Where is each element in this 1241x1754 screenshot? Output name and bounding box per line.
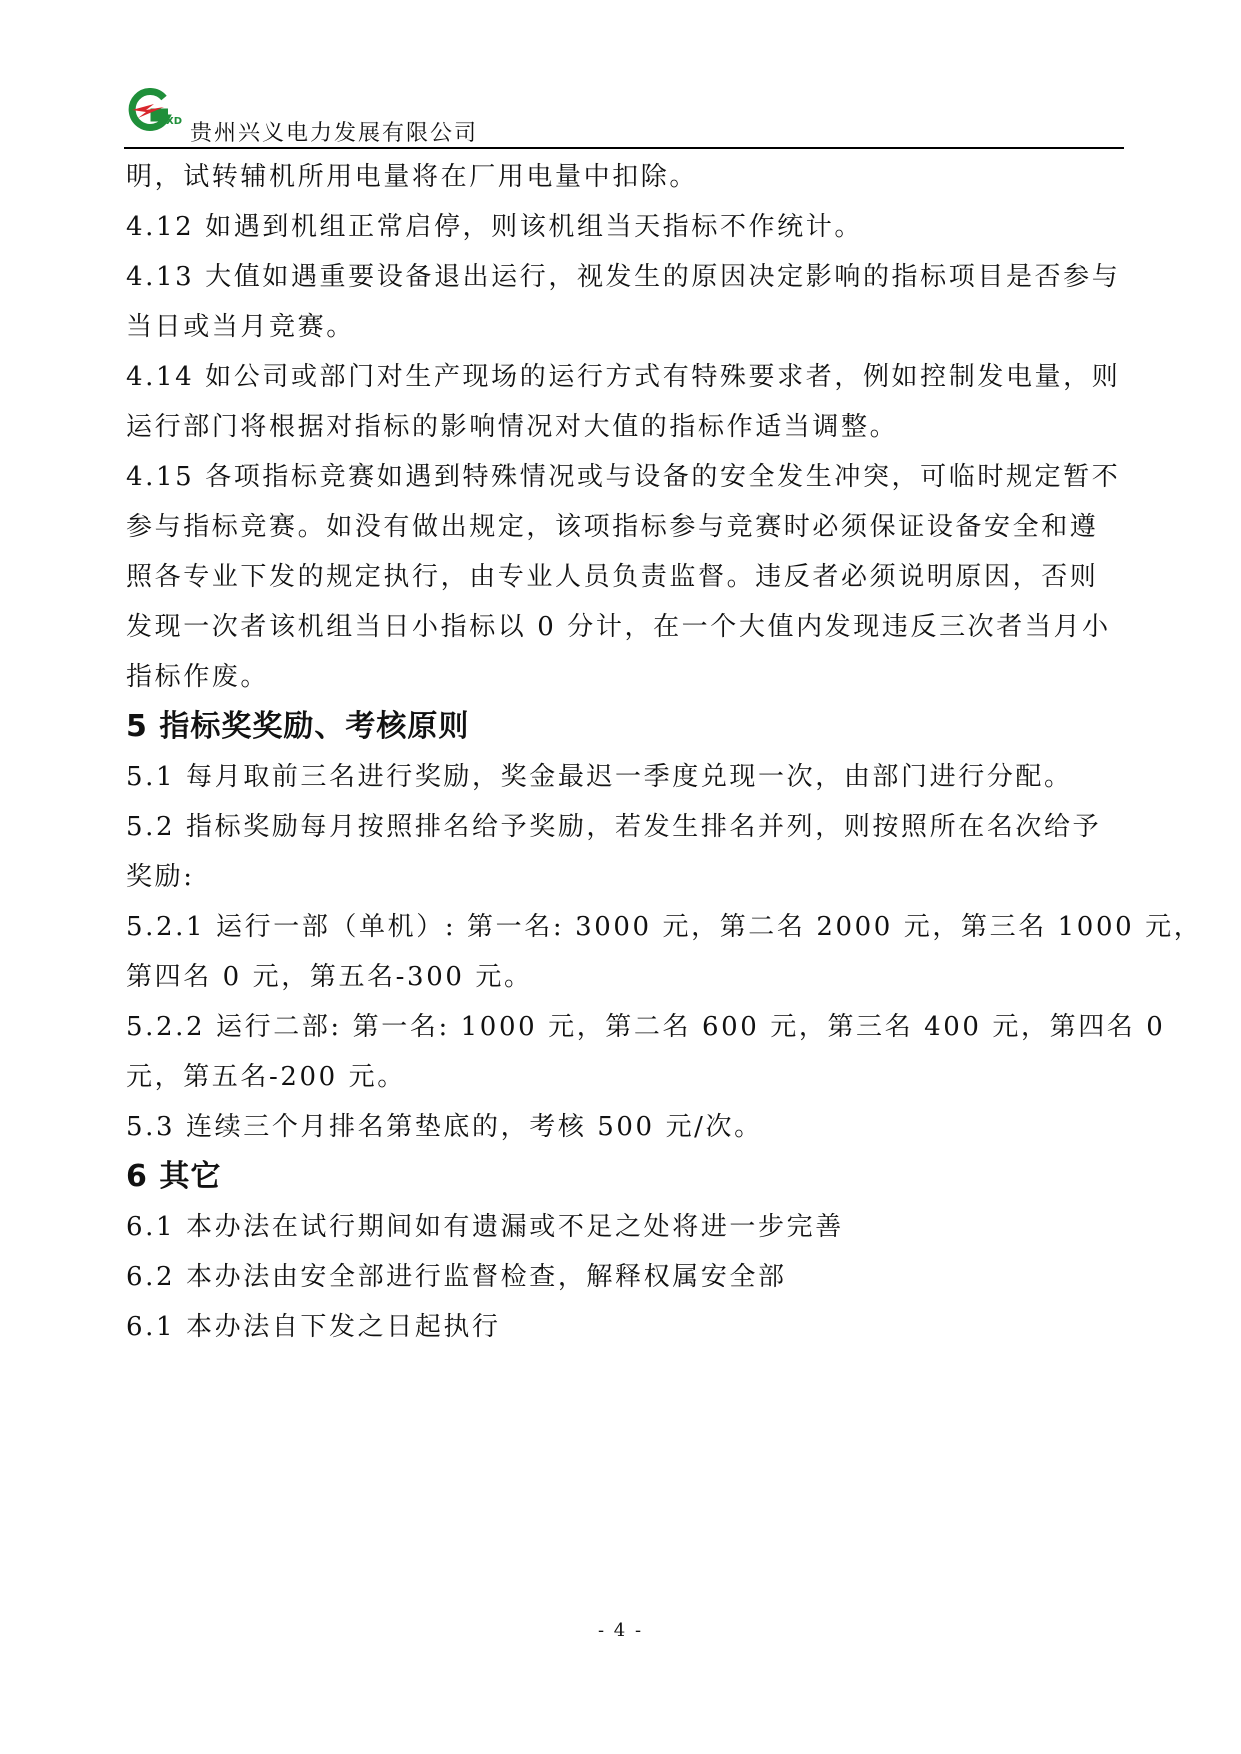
paragraph-line: 奖励:: [126, 862, 195, 892]
paragraph-line: 4.13 大值如遇重要设备退出运行，视发生的原因决定影响的指标项目是否参与: [126, 262, 1121, 292]
paragraph-line: 元，第五名-200 元。: [126, 1062, 406, 1092]
svg-text:XD: XD: [166, 116, 183, 127]
page-number: - 4 -: [597, 1620, 644, 1641]
paragraph-line: 运行部门将根据对指标的影响情况对大值的指标作适当调整。: [126, 412, 899, 442]
paragraph-line: 第四名 0 元，第五名-300 元。: [126, 962, 533, 992]
paragraph-line: 4.14 如公司或部门对生产现场的运行方式有特殊要求者，例如控制发电量，则: [126, 362, 1121, 392]
paragraph-line: 6.1 本办法自下发之日起执行: [126, 1312, 501, 1342]
document-body: [126, 152, 1203, 1352]
section-heading: 6 其它: [126, 1159, 222, 1194]
paragraph-line: 5.1 每月取前三名进行奖励，奖金最迟一季度兑现一次，由部门进行分配。: [126, 762, 1073, 792]
paragraph-line: 5.2 指标奖励每月按照排名给予奖励，若发生排名并列，则按照所在名次给予: [126, 812, 1102, 842]
page-header: [124, 88, 1124, 150]
paragraph-line: 发现一次者该机组当日小指标以 0 分计，在一个大值内发现违反三次者当月小: [126, 612, 1111, 642]
paragraph-line: 参与指标竞赛。如没有做出规定，该项指标参与竞赛时必须保证设备安全和遵: [126, 512, 1099, 542]
company-logo-icon: [124, 88, 184, 136]
paragraph-line: 当日或当月竞赛。: [126, 312, 355, 342]
paragraph-line: 5.2.1 运行一部（单机）: 第一名: 3000 元，第二名 2000 元，第三名 1000 元，: [126, 912, 1203, 942]
section-heading: 5 指标奖奖励、考核原则: [126, 709, 470, 744]
paragraph-line: 6.1 本办法在试行期间如有遗漏或不足之处将进一步完善: [126, 1212, 844, 1242]
company-name: 贵州兴义电力发展有限公司: [190, 121, 479, 146]
paragraph-line: 6.2 本办法由安全部进行监督检查，解释权属安全部: [126, 1262, 787, 1292]
paragraph-line: 指标作废。: [126, 662, 270, 692]
paragraph-line: 5.3 连续三个月排名第垫底的，考核 500 元/次。: [126, 1112, 763, 1142]
paragraph-line: 5.2.2 运行二部: 第一名: 1000 元，第二名 600 元，第三名 400 元，第四名 0: [126, 1012, 1166, 1042]
header-divider: [124, 147, 1124, 149]
paragraph-line: 4.15 各项指标竞赛如遇到特殊情况或与设备的安全发生冲突，可临时规定暂不: [126, 462, 1121, 492]
paragraph-line: 明，试转辅机所用电量将在厂用电量中扣除。: [126, 162, 699, 192]
paragraph-line: 照各专业下发的规定执行，由专业人员负责监督。违反者必须说明原因，否则: [126, 562, 1099, 592]
paragraph-line: 4.12 如遇到机组正常启停，则该机组当天指标不作统计。: [126, 212, 863, 242]
